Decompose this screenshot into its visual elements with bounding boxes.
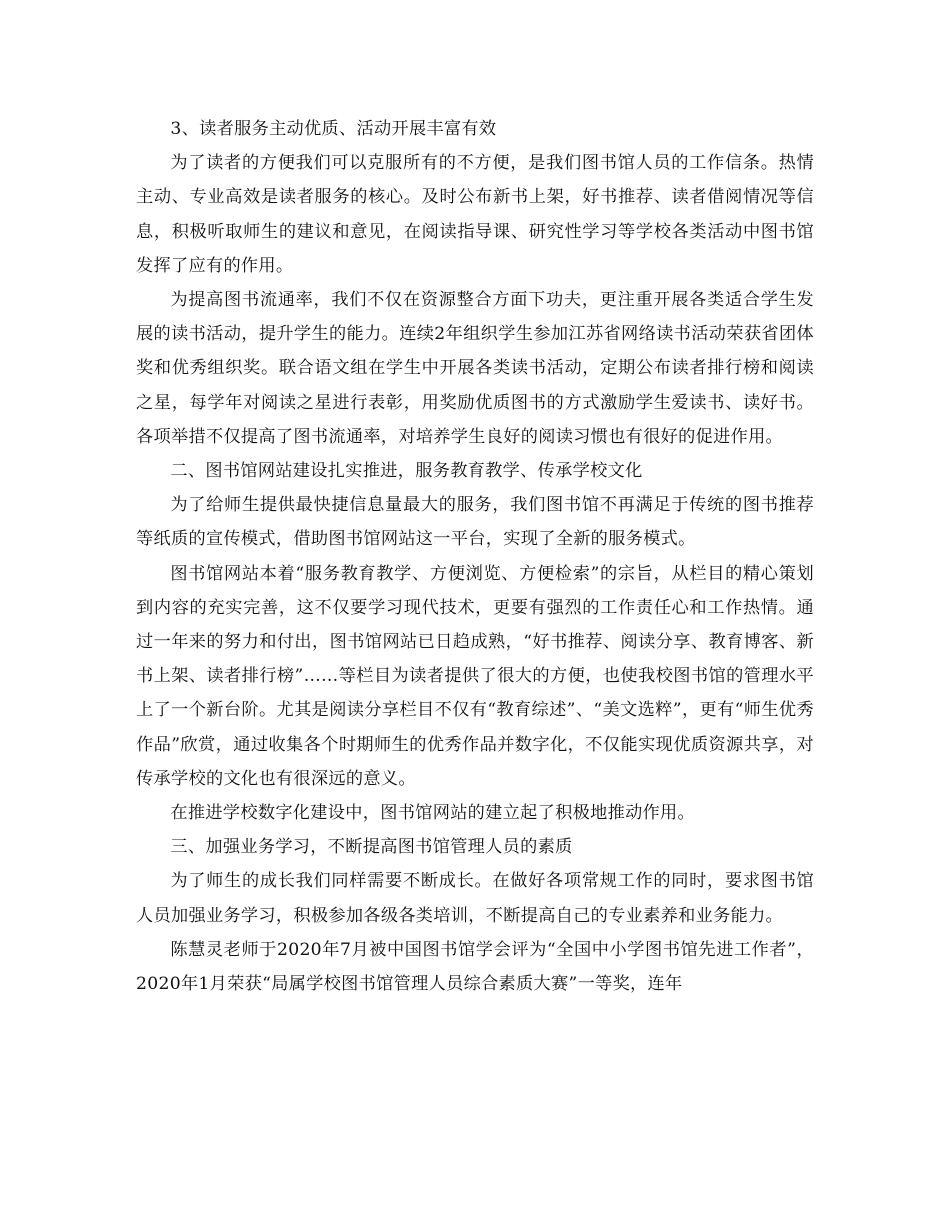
section-heading-staff-quality: 三、加强业务学习，不断提高图书馆管理人员的素质 — [170, 837, 573, 858]
paragraph-digital-construction: 在推进学校数字化建设中，图书馆网站的建立起了积极地推动作用。 — [170, 803, 696, 824]
paragraph-website-purpose: 图书馆网站本着“服务教育教学、方便浏览、方便检索”的宗旨，从栏目的精心策划到内容的充实完善，这不仅要学习现代技术，更要有强烈的工作责任心和工作热情。通过一年来的努力和付出，图书馆网站已日趋成熟，“好书推荐、阅读分享、教育博客、新书上架、读者排行榜”……等栏目为读者提供了很大的方便，也使我校图书馆的管理水平上了一个新台阶。尤其是阅读分享栏目不仅有“教育综述”、“美文选粹”，更有“师生优秀作品”欣赏，通过收集各个时期师生的优秀作品并数字化，不仅能实现优质资源共享，对传承学校的文化也有很深远的意义。 — [136, 563, 814, 789]
paragraph-reader-service: 为了读者的方便我们可以克服所有的不方便，是我们图书馆人员的工作信条。热情主动、专业高效是读者服务的核心。及时公布新书上架，好书推荐、读者借阅情况等信息，积极听取师生的建议和意见，在阅读指导课、研究性学习等学校各类活动中图书馆发挥了应有的作用。 — [136, 153, 814, 276]
document-body — [136, 112, 814, 1001]
paragraph-reading-activities: 为提高图书流通率，我们不仅在资源整合方面下功夫，更注重开展各类适合学生发展的读书活动，提升学生的能力。连续2年组织学生参加江苏省网络读书活动荣获省团体奖和优秀组织奖。联合语文组在学生中开展各类读书活动，定期公布读者排行榜和阅读之星，每学年对阅读之星进行表彰，用奖励优质图书的方式激励学生爱读书、读好书。各项举措不仅提高了图书流通率，对培养学生良好的阅读习惯也有很好的促进作用。 — [136, 290, 814, 447]
section-heading-reader-service: 3、读者服务主动优质、活动开展丰富有效 — [170, 119, 497, 139]
paragraph-website-service-mode: 为了给师生提供最快捷信息量最大的服务，我们图书馆不再满足于传统的图书推荐等纸质的宣传模式，借助图书馆网站这一平台，实现了全新的服务模式。 — [136, 495, 814, 550]
paragraph-staff-learning: 为了师生的成长我们同样需要不断成长。在做好各项常规工作的同时，要求图书馆人员加强业务学习，积极参加各级各类培训，不断提高自己的专业素养和业务能力。 — [136, 871, 814, 926]
section-heading-library-website: 二、图书馆网站建设扎实推进，服务教育教学、传承学校文化 — [170, 461, 643, 482]
paragraph-staff-awards: 陈慧灵老师于2020年7月被中国图书馆学会评为“全国中小学图书馆先进工作者”，2020年1月荣获“局属学校图书馆管理人员综合素质大赛”一等奖，连年 — [136, 939, 814, 995]
